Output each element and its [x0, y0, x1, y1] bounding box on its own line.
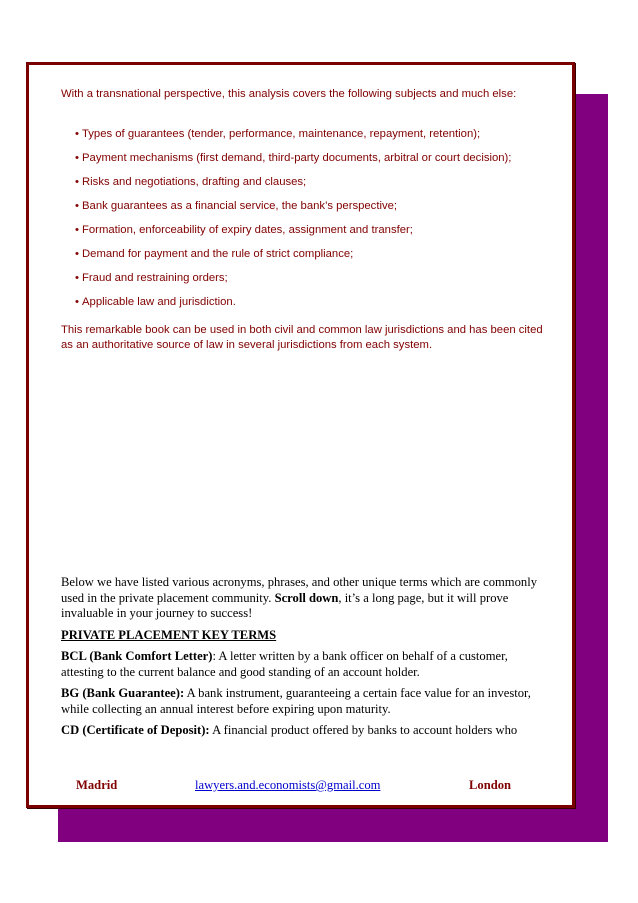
intro-paragraph: With a transnational perspective, this analysis covers the following subjects and much else: — [61, 88, 517, 100]
page-footer — [76, 778, 512, 796]
page-frame — [26, 62, 575, 808]
list-item — [75, 151, 511, 166]
term-definition: A financial product offered by banks to account holders who — [209, 723, 518, 737]
list-item — [75, 271, 511, 286]
term-name: BG (Bank Guarantee): — [61, 686, 185, 700]
term-separator: : — [212, 649, 216, 663]
list-item-text: Demand for payment and the rule of strict compliance; — [82, 248, 354, 260]
bullet-icon: • — [75, 272, 79, 284]
key-terms-heading: PRIVATE PLACEMENT KEY TERMS — [61, 627, 277, 642]
subjects-list — [75, 127, 511, 310]
list-item-text: Fraud and restraining orders; — [82, 272, 228, 284]
term-definition: A letter written by a bank officer on behalf of a customer, attesting to the current balance and good standing of an account holder. — [61, 649, 508, 679]
term-entry-cd — [61, 723, 553, 739]
key-terms-section — [61, 575, 553, 745]
list-item — [75, 127, 511, 142]
footer-city-london: London — [469, 778, 512, 792]
bullet-icon: • — [75, 128, 79, 140]
bullet-icon: • — [75, 176, 79, 188]
bullet-icon: • — [75, 200, 79, 212]
list-item-text: Risks and negotiations, drafting and clauses; — [82, 176, 307, 188]
bullet-icon: • — [75, 296, 79, 308]
footer-city-madrid: Madrid — [76, 778, 118, 792]
term-definition: A bank instrument, guaranteeing a certain face value for an investor, while collecting an annual interest before expiring upon maturity. — [61, 686, 531, 716]
scroll-down-emphasis: Scroll down — [274, 590, 339, 605]
term-name: BCL (Bank Comfort Letter) — [61, 649, 213, 663]
list-item-text: Payment mechanisms (first demand, third-party documents, arbitral or court decision); — [82, 152, 512, 164]
footer-email-link[interactable]: lawyers.and.economists@gmail.com — [195, 778, 381, 792]
content-area — [61, 87, 551, 737]
list-item — [75, 175, 511, 190]
scroll-note-paragraph — [61, 575, 553, 622]
bullet-icon: • — [75, 224, 79, 236]
list-item-text: Types of guarantees (tender, performance, maintenance, repayment, retention); — [82, 128, 481, 140]
term-entry-bg — [61, 686, 553, 717]
scroll-note-end: , it’s a long page, but it will prove invaluable in your journey to success! — [61, 590, 509, 620]
bullet-icon: • — [75, 248, 79, 260]
term-entry-bcl — [61, 649, 553, 680]
term-name: CD (Certificate of Deposit): — [61, 723, 210, 737]
list-item-text: Applicable law and jurisdiction. — [82, 296, 236, 308]
list-item-text: Formation, enforceability of expiry dates, assignment and transfer; — [82, 224, 413, 236]
list-item — [75, 247, 511, 262]
list-item — [75, 295, 511, 310]
list-item — [75, 223, 511, 238]
closing-paragraph: This remarkable book can be used in both civil and common law jurisdictions and has been cited as an authoritative source of law in several jurisdictions from each system. — [61, 324, 543, 351]
list-item-text: Bank guarantees as a financial service, the bank’s perspective; — [82, 200, 398, 212]
scroll-note-start: Below we have listed various acronyms, phrases, and other unique terms which are commonly used in the private placement community. — [61, 575, 537, 605]
bullet-icon: • — [75, 152, 79, 164]
list-item — [75, 199, 511, 214]
